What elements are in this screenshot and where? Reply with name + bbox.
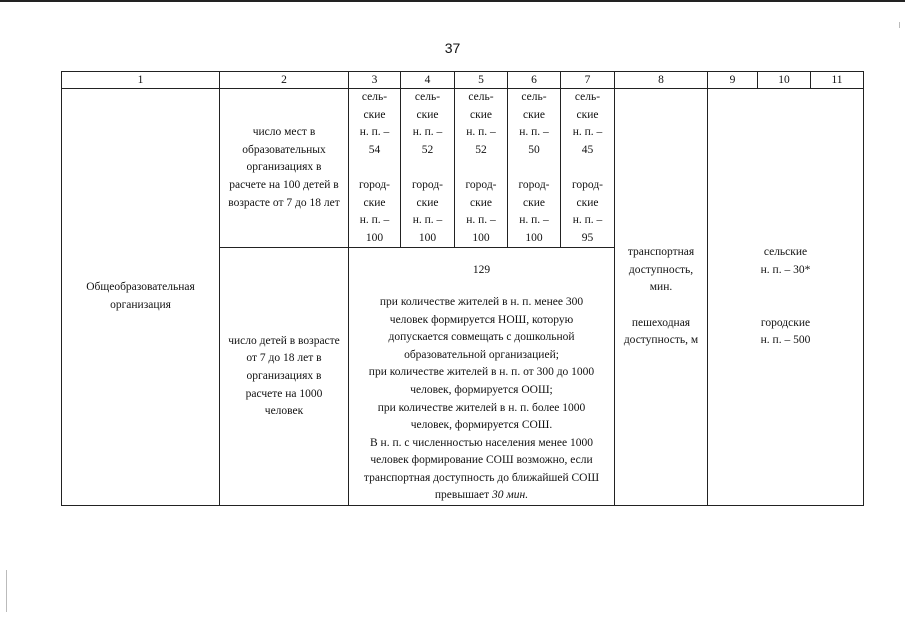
column-number: 5 xyxy=(455,72,508,89)
places-value-cell: сель- ские н. п. – 45 город- ские н. п. – 95 xyxy=(561,89,615,248)
school-formation-emphasis: 30 мин. xyxy=(492,489,529,502)
column-number: 7 xyxy=(561,72,615,89)
header-row xyxy=(62,72,864,89)
column-number: 9 xyxy=(708,72,758,89)
accessibility-type-cell: транспортная доступность, мин. пешеходная доступность, м xyxy=(615,89,708,506)
column-number: 1 xyxy=(62,72,220,89)
places-value-cell: сель- ские н. п. – 54 город- ские н. п. – 100 xyxy=(349,89,401,248)
children-norm-value: 129 xyxy=(472,264,491,277)
table-row xyxy=(62,89,864,248)
facility-type-cell: Общеобразовательная организация xyxy=(62,89,220,506)
scan-mark xyxy=(6,570,7,612)
page-number: 37 xyxy=(444,40,461,56)
places-value-cell: сель- ские н. п. – 52 город- ские н. п. – 100 xyxy=(401,89,455,248)
places-value-cell: сель- ские н. п. – 50 город- ские н. п. – 100 xyxy=(508,89,561,248)
column-number: 4 xyxy=(401,72,455,89)
column-number: 3 xyxy=(349,72,401,89)
accessibility-value-cell: сельские н. п. – 30* городские н. п. – 500 xyxy=(708,89,864,506)
column-number: 2 xyxy=(220,72,349,89)
school-formation-note xyxy=(349,294,614,505)
page-top-edge xyxy=(0,0,905,2)
column-number: 10 xyxy=(758,72,811,89)
children-indicator-cell: число детей в возрасте от 7 до 18 лет в организациях в расчете на 1000 человек xyxy=(220,248,349,506)
places-value-cell: сель- ские н. п. – 52 город- ские н. п. – 100 xyxy=(455,89,508,248)
column-number: 6 xyxy=(508,72,561,89)
school-formation-text: при количестве жителей в н. п. менее 300 человек формируется НОШ, которую допускается совмещать с дошкольной образовательной организацией; при количестве жителей в н. п. от 300 до 1000 человек, формируется ООШ; при количестве жителей в н. п. более 1000 человек, формируется СОШ. В н. п. с численностью населения менее 1000 человек формирование СОШ возможно, если транспортная доступность до ближайшей СОШ превышает xyxy=(363,295,600,502)
scan-mark xyxy=(899,22,900,28)
places-indicator-cell: число мест в образовательных организациях в расчете на 100 детей в возрасте от 7 до 18 лет xyxy=(220,89,349,248)
norms-table xyxy=(61,71,864,506)
column-number: 8 xyxy=(615,72,708,89)
children-norm-cell xyxy=(349,248,615,506)
column-number: 11 xyxy=(811,72,864,89)
